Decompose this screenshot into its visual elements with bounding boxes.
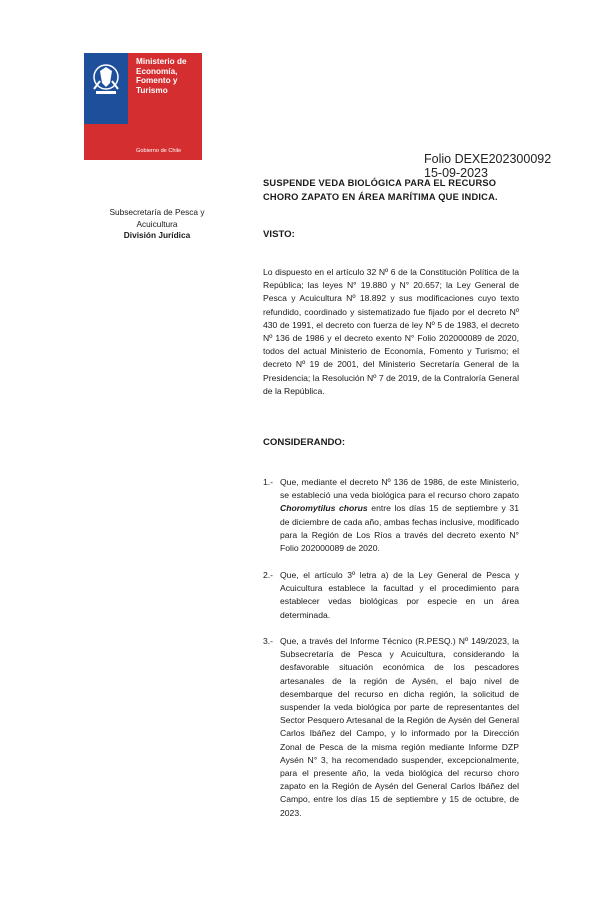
logo-line: Fomento y	[136, 76, 178, 86]
document-title: SUSPENDE VEDA BIOLÓGICA PARA EL RECURSO CHORO ZAPATO EN ÁREA MARÍTIMA QUE INDICA.	[263, 178, 498, 202]
species-name: Choromytilus chorus	[280, 503, 368, 514]
considerando-item-3	[263, 635, 519, 820]
logo-blue-block	[84, 53, 128, 124]
considerando-heading: CONSIDERANDO:	[263, 437, 346, 448]
item-text: Que, a través del Informe Técnico (R.PESQ.) Nº 149/2023, la Subsecretaría de Pesca y Acuicultura, considerando la desfavorable situación económica de los pescadores artesanales de la región de Aysén, el bajo nivel de desembarque del recurso en dicha región, la solicitud de suspender la veda biológica por parte de representantes del Sector Pesquero Artesanal de la Región de Aysén del General Carlos Ibáñez del Campo, y lo informado por la Dirección Zonal de Pesca de la misma región mediante Informe DZP Aysén N° 3, ha recomendado suspender, excepcionalmente, para el presente año, la veda biológica del recurso choro zapato en la Región de Aysén del General Carlos Ibáñez del Campo, entre los días 15 de septiembre y 15 de octubre, de 2023.	[280, 636, 519, 818]
issuer-line-2: Acuicultura	[136, 218, 178, 229]
logo-line: Ministerio de	[136, 57, 187, 66]
issuer-division: División Jurídica	[123, 230, 191, 240]
considerando-item-1	[263, 476, 519, 555]
item-number: 3.-	[263, 636, 274, 646]
item-text: Que, el artículo 3º letra a) de la Ley General de Pesca y Acuicultura establece la facultad y el procedimiento para establecer vedas biológicas por especie en un área determinada.	[280, 570, 519, 620]
issuer-line-1: Subsecretaría de Pesca y	[109, 207, 205, 217]
item-number: 2.-	[263, 570, 274, 580]
logo-ministry-name	[136, 57, 187, 95]
issuer-block	[82, 207, 232, 242]
logo-gobierno-label: Gobierno de Chile	[136, 148, 182, 154]
item-number: 1.-	[263, 477, 274, 487]
visto-paragraph: Lo dispuesto en el artículo 32 Nº 6 de la Constitución Política de la República; las leyes N° 19.880 y N° 20.657; la Ley General de Pesca y Acuicultura Nº 18.892 y sus modificaciones cuyo texto refundido, coordinado y sistematizado fue fijado por el decreto Nº 430 de 1991, el decreto con fuerza de ley Nº 5 de 1983, el decreto Nº 136 de 1986 y el decreto exento N° Folio 202000089 de 2020, todos del actual Ministerio de Economía, Fomento y Turismo; el decreto Nº 19 de 2001, del Ministerio Secretaría General de la Presidencia; la Resolución Nº 7 de 2019, de la Contraloría General de la República.	[263, 267, 519, 396]
item-text-part: Que, mediante el decreto Nº 136 de 1986, de este Ministerio, se estableció una veda biológica para el recurso choro zapato	[280, 477, 519, 501]
logo-line: Turismo	[136, 85, 168, 95]
folio-date: 15-09-2023	[424, 166, 488, 180]
coat-of-arms-icon	[88, 59, 124, 99]
item-text	[280, 476, 519, 555]
ministry-logo	[84, 53, 202, 160]
folio-number: Folio DEXE202300092	[424, 152, 552, 166]
logo-line: Economía,	[136, 66, 178, 76]
logo-lower-block	[84, 124, 128, 160]
considerando-item-2	[263, 569, 519, 622]
visto-heading: VISTO:	[263, 229, 295, 240]
item-text-part: entre los días 15 de septiembre y 31 de diciembre de cada año, ambas fechas inclusive, modificado para la Región de Los Ríos a través del decreto exento N° Folio 202000089 de 2020.	[280, 503, 519, 554]
